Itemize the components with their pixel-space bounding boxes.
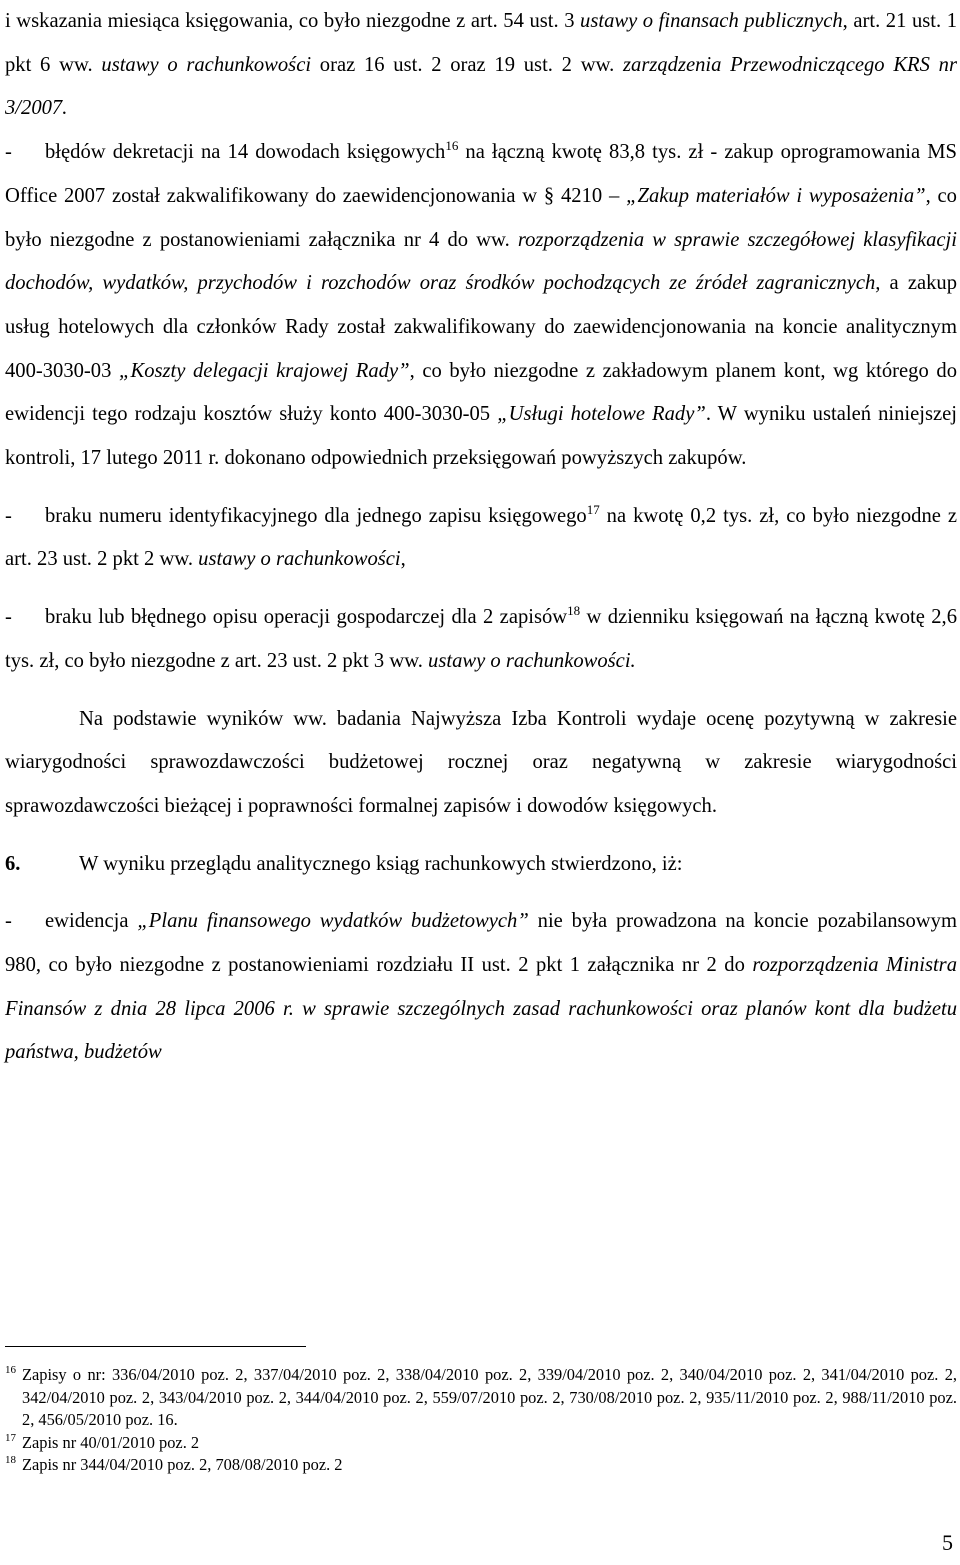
text-run: oraz 16 ust. 2 oraz 19 ust. 2 ww. xyxy=(311,53,624,76)
paragraph-assessment xyxy=(5,698,957,829)
italic-reference: ustawy o finansach publicznych xyxy=(580,10,843,32)
italic-reference: rozporządzenia Ministra Finansów z dnia 28 lipca 2006 r. w sprawie szczególnych zasad rachunkowości oraz planów kont dla budżetu państwa, budżetów xyxy=(5,954,957,1064)
paragraph-continuation xyxy=(5,0,957,131)
text-run: , xyxy=(400,548,406,571)
italic-reference: ustawy o rachunkowości. xyxy=(428,649,636,672)
italic-reference: „Koszty delegacji krajowej Rady” xyxy=(119,359,410,382)
text-run: braku numeru identyfikacyjnego dla jednego zapisu księgowego xyxy=(45,504,587,527)
page-number: 5 xyxy=(942,1530,953,1555)
text-run: W wyniku przeglądu analitycznego ksiąg rachunkowych stwierdzono, iż: xyxy=(79,852,683,875)
list-item-plan-finansowy xyxy=(5,900,957,1075)
list-item-opis-operacji xyxy=(5,596,957,683)
italic-reference: „Planu finansowego wydatków budżetowych” xyxy=(137,910,529,933)
footnote-ref: 16 xyxy=(445,138,459,154)
text-run: braku lub błędnego opisu operacji gospodarczej dla 2 zapisów xyxy=(45,606,568,629)
italic-reference: „Zakup materiałów i wyposażenia” xyxy=(626,184,926,207)
list-item-dekretacja xyxy=(5,131,957,481)
text-run: Na podstawie wyników ww. badania Najwyższa Izba Kontroli wydaje ocenę pozytywną w zakresie wiarygodności sprawozdawczości budżetowej rocznej oraz negatywną w zakresie wiarygodności sprawozdawczości bieżącej i poprawności formalnej zapisów i dowodów księgowych. xyxy=(5,707,957,817)
text-run: w dzienniku księgowań na łączną kwotę 2,6 tys. zł, co było niezgodne z art. 23 ust. 2 pkt 3 ww. xyxy=(5,606,957,672)
text-run: na łączną kwotę 83,8 tys. zł - zakup oprogramowania MS Office 2007 został zakwalifikowany do zaewidencjonowania w § 4210 – xyxy=(5,141,957,207)
footnote-text: Zapis nr 40/01/2010 poz. 2 xyxy=(22,1432,200,1452)
text-run: na kwotę 0,2 tys. zł, co było niezgodne z art. 23 ust. 2 pkt 2 ww. xyxy=(5,504,958,571)
footnote-ref: 17 xyxy=(586,501,600,517)
list-item-identyfikator xyxy=(5,495,957,582)
footnote-16: $^{16}$ Zapisy o nr: 336/04/2010 poz. 2, 337/04/2010 poz. 2, 338/04/2010 poz. 2, 339/04/2010 poz. 2, 340/04/2010 poz. 2, 341/04/2010 poz. 2, 342/04/2010 poz. 2, 343/04/2010 poz. 2, 344/04/2010 poz. 2, 559/07/2010 poz. 2, 730/08/2010 poz. 2, 935/11/2010 poz. 2, 988/11/2010 poz. 2, 456/05/2010 poz. 16. xyxy=(5,1364,957,1429)
text-run: a zakup usług hotelowych dla członków Rady został zakwalifikowany do zaewidencjonowania na koncie analitycznym 400-3030-03 xyxy=(5,272,957,382)
list-dash: - xyxy=(5,504,12,527)
text-run: , art. 21 ust. 1 pkt 6 ww. xyxy=(5,10,957,76)
italic-reference: ustawy o rachunkowości xyxy=(198,548,401,571)
list-dash: - xyxy=(5,141,12,164)
text-run: , co było niezgodne z postanowieniami załącznika nr 4 do ww. xyxy=(5,184,957,251)
italic-reference: zarządzenia Przewodniczącego KRS nr 3/2007. xyxy=(5,53,957,120)
text-run: . W wyniku ustaleń niniejszej kontroli, 17 lutego 2011 r. dokonano odpowiednich przeksięgowań powyższych zakupów. xyxy=(5,403,957,470)
italic-reference: ustawy o rachunkowości xyxy=(101,53,312,76)
italic-reference: rozporządzenia w sprawie szczegółowej klasyfikacji dochodów, wydatków, przychodów i rozchodów oraz środków pochodzących ze źródeł zagranicznych, xyxy=(5,228,957,295)
footnote-text: Zapisy o nr: 336/04/2010 poz. 2, 337/04/2010 poz. 2, 338/04/2010 poz. 2, 339/04/2010 poz. 2, 340/04/2010 poz. 2, 341/04/2010 poz. 2, 342/04/2010 poz. 2, 343/04/2010 poz. 2, 344/04/2010 poz. 2, 559/07/2010 poz. 2, 730/08/2010 poz. 2, 935/11/2010 poz. 2, 988/11/2010 poz. 2, 456/05/2010 poz. 16. xyxy=(22,1365,957,1429)
text-run: , co było niezgodne z zakładowym planem kont, wg którego do ewidencji tego rodzaju kosztów służy konto 400-3030-05 xyxy=(5,359,957,426)
text-run: ewidencja xyxy=(45,910,138,933)
footnote-separator xyxy=(5,1346,306,1347)
footnote-17: $^{17}$ Zapis nr 40/01/2010 poz. 2 xyxy=(5,1431,200,1452)
text-run: i wskazania miesiąca księgowania, co było niezgodne z art. 54 ust. 3 xyxy=(5,10,581,32)
italic-reference: „Usługi hotelowe Rady” xyxy=(497,403,706,426)
text-run: błędów dekretacji na 14 dowodach księgowych xyxy=(45,141,446,164)
body-text xyxy=(5,0,957,1075)
list-dash: - xyxy=(5,910,12,933)
footnote-18: $^{18}$ Zapis nr 344/04/2010 poz. 2, 708/08/2010 poz. 2 xyxy=(5,1454,343,1474)
numbered-section-6 xyxy=(5,843,957,887)
footnote-ref: 18 xyxy=(567,603,581,619)
footnote-text: Zapis nr 344/04/2010 poz. 2, 708/08/2010 poz. 2 xyxy=(22,1455,343,1474)
list-dash: - xyxy=(5,606,12,629)
footnotes xyxy=(5,1364,957,1477)
section-number: 6. xyxy=(5,852,21,875)
text-run: nie była prowadzona na koncie pozabilansowym 980, co było niezgodne z postanowieniami rozdziału II ust. 2 pkt 1 załącznika nr 2 do xyxy=(5,910,957,977)
